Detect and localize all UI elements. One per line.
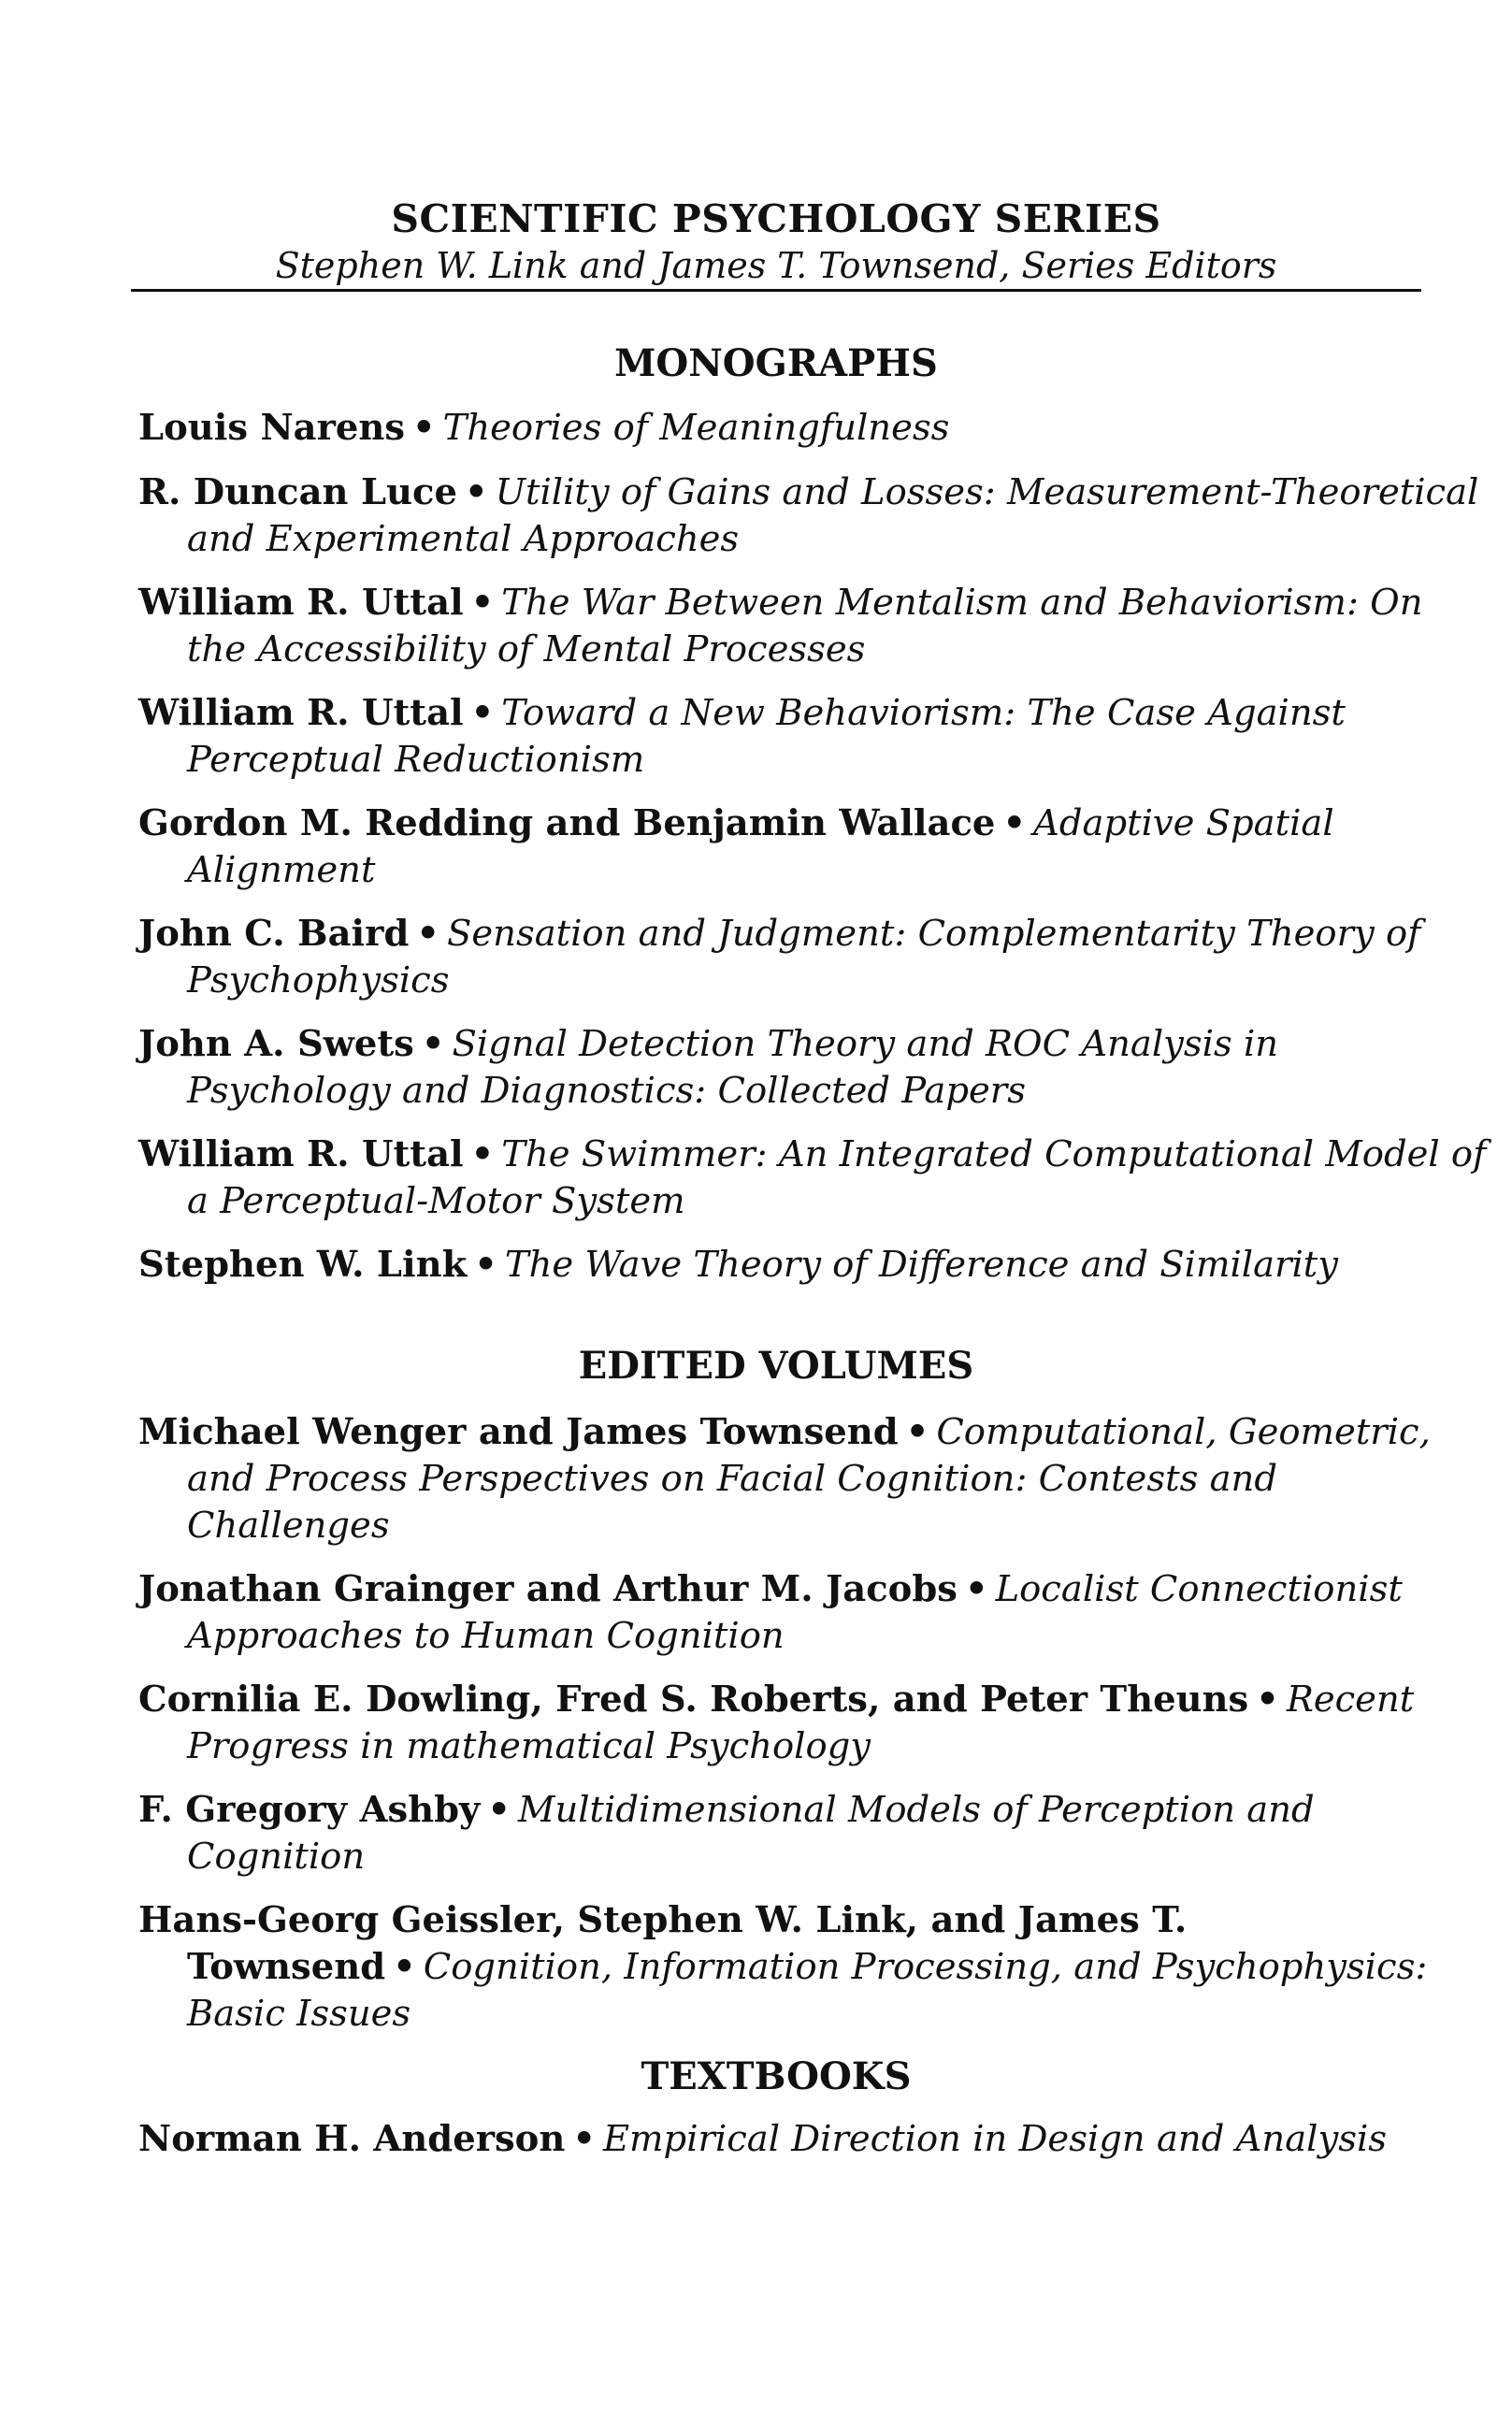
entry-author: F. Gregory Ashby: [138, 1789, 481, 1831]
list-item: [138, 911, 1487, 1004]
textbooks-heading: TEXTBOOKS: [641, 2054, 912, 2098]
bullet-separator: •: [572, 2118, 596, 2160]
entry-title: Toward a New Behaviorism: The Case Against Perceptual Reductionism: [187, 692, 1346, 781]
entry-author: Louis Narens: [138, 407, 406, 449]
list-item: [138, 2116, 1487, 2163]
entry-title: Utility of Gains and Losses: Measurement-Theoretical and Experimental Approaches: [187, 471, 1479, 560]
series-editors: Stephen W. Link and James T. Townsend, Series Editors: [275, 245, 1277, 286]
bullet-separator: •: [421, 1023, 445, 1065]
entry-author: John A. Swets: [138, 1023, 414, 1065]
entry-author: Hans-Georg Geissler, Stephen W. Link, and James T. Townsend: [138, 1899, 1188, 1988]
entry-title: Recent Progress in mathematical Psychology: [187, 1679, 1415, 1767]
bullet-separator: •: [470, 692, 495, 734]
entry-title: Sensation and Judgment: Complementarity Theory of Psychophysics: [187, 913, 1421, 1001]
bullet-separator: •: [470, 582, 495, 624]
bullet-separator: •: [416, 913, 439, 955]
list-item: [138, 469, 1487, 563]
entry-author: Michael Wenger and James Townsend: [138, 1411, 899, 1453]
bullet-separator: •: [393, 1946, 416, 1988]
entry-title: Localist Connectionist Approaches to Human Cognition: [187, 1568, 1403, 1657]
entry-author: Norman H. Anderson: [138, 2118, 566, 2160]
series-title: SCIENTIFIC PSYCHOLOGY SERIES: [391, 196, 1161, 241]
entry-author: R. Duncan Luce: [138, 471, 457, 513]
entry-author: Stephen W. Link: [138, 1244, 468, 1286]
entry-author: John C. Baird: [138, 913, 410, 955]
bullet-separator: •: [474, 1244, 497, 1286]
list-item: [138, 800, 1487, 894]
entry-author: Gordon M. Redding and Benjamin Wallace: [138, 802, 996, 844]
list-item: [138, 690, 1487, 784]
bullet-separator: •: [1002, 802, 1027, 844]
list-item: [138, 1677, 1487, 1770]
list-item: [138, 580, 1487, 673]
entry-title: Signal Detection Theory and ROC Analysis in Psychology and Diagnostics: Collected Papers: [187, 1023, 1279, 1112]
entry-title: Computational, Geometric, and Process Perspectives on Facial Cognition: Contests and Challenges: [187, 1411, 1431, 1547]
bullet-separator: •: [412, 407, 436, 449]
edited-volumes-heading: EDITED VOLUMES: [578, 1344, 974, 1388]
entry-author: William R. Uttal: [138, 1133, 464, 1175]
bullet-separator: •: [470, 1133, 495, 1175]
bullet-separator: •: [964, 1568, 988, 1610]
entry-title: Cognition, Information Processing, and Psychophysics: Basic Issues: [187, 1946, 1428, 2035]
entry-author: William R. Uttal: [138, 582, 464, 624]
monographs-heading: MONOGRAPHS: [614, 341, 938, 385]
entry-author: Cornilia E. Dowling, Fred S. Roberts, and Peter Theuns: [138, 1679, 1249, 1721]
bullet-separator: •: [464, 471, 488, 513]
entry-author: William R. Uttal: [138, 692, 464, 734]
entry-title: Theories of Meaningfulness: [442, 407, 950, 449]
entry-title: The Swimmer: An Integrated Computational Model of a Perceptual-Motor System: [187, 1133, 1487, 1222]
list-item: [138, 1787, 1487, 1880]
list-item: [138, 1021, 1487, 1115]
list-item: [138, 1566, 1487, 1660]
entry-author: Jonathan Grainger and Arthur M. Jacobs: [138, 1568, 958, 1610]
entry-title: Empirical Direction in Design and Analysis: [602, 2118, 1388, 2160]
list-item: [138, 1897, 1487, 2038]
entry-title: Multidimensional Models of Perception and Cognition: [187, 1789, 1315, 1878]
list-item: [138, 1409, 1487, 1549]
entry-title: Adaptive Spatial Alignment: [187, 802, 1334, 891]
list-item: [138, 1242, 1487, 1289]
list-item: [138, 405, 1487, 452]
entry-title: The War Between Mentalism and Behaviorism: On the Accessibility of Mental Processes: [187, 582, 1423, 670]
bullet-separator: •: [487, 1789, 511, 1831]
list-item: [138, 1131, 1487, 1225]
bullet-separator: •: [1256, 1679, 1279, 1721]
bullet-separator: •: [905, 1411, 929, 1453]
header-rule: [131, 289, 1421, 292]
entry-title: The Wave Theory of Difference and Similarity: [504, 1244, 1339, 1286]
